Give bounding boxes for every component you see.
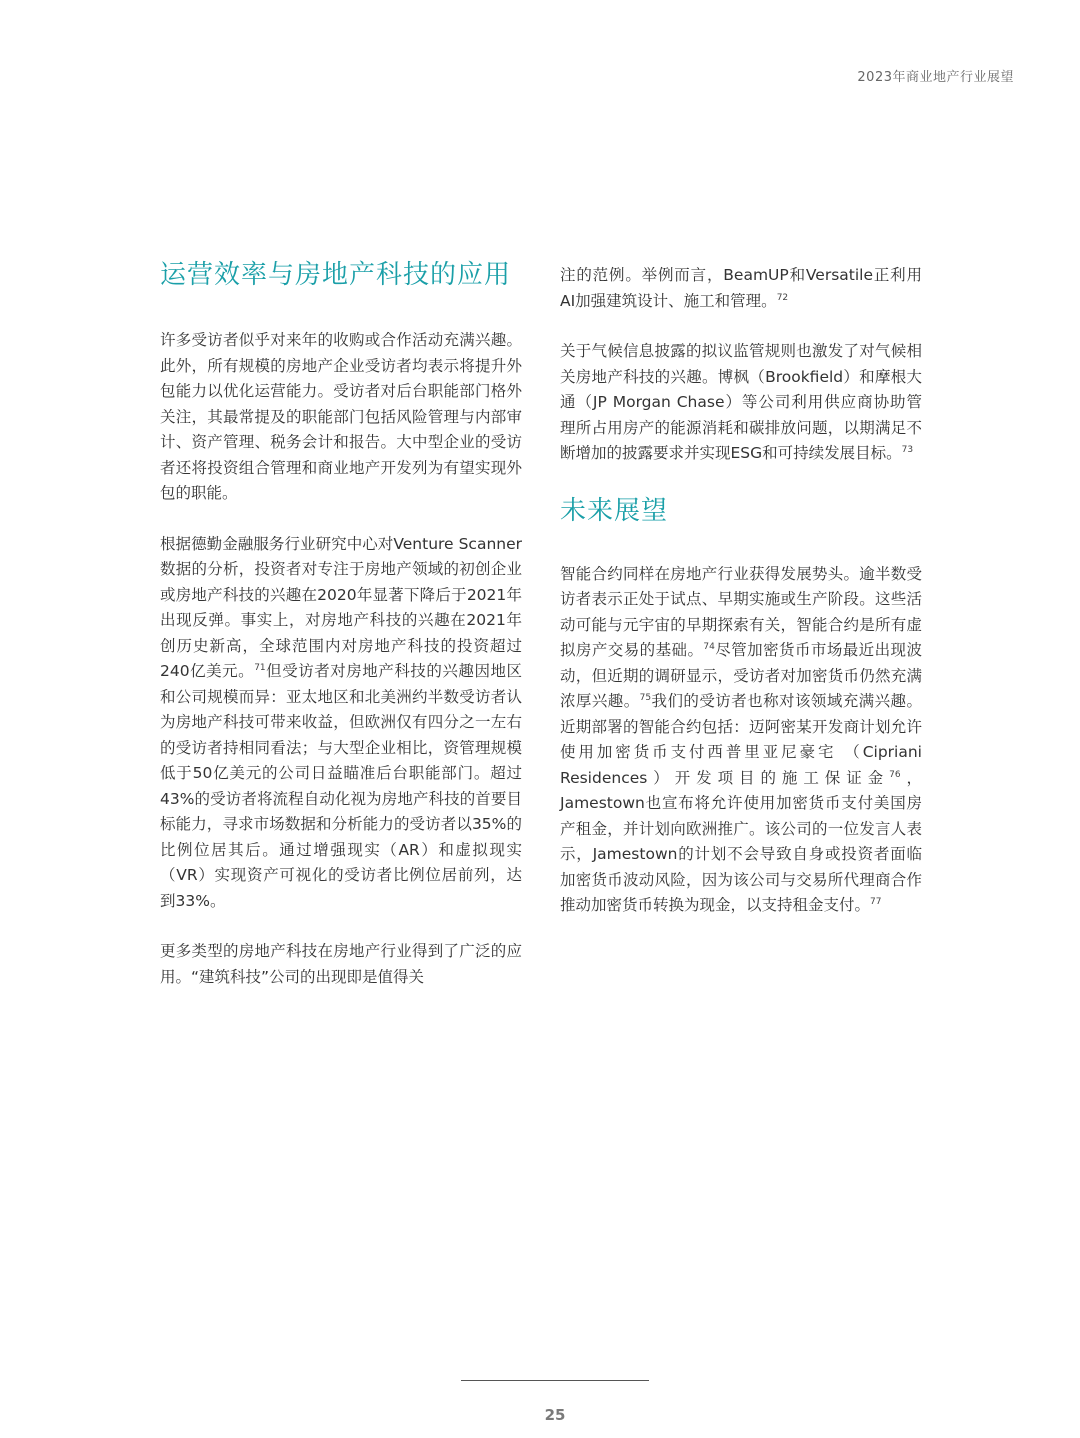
- right-paragraphs-top: [560, 263, 922, 467]
- section-heading-operations: 运营效率与房地产科技的应用: [160, 260, 512, 290]
- page-number: 25: [544, 1406, 566, 1424]
- body-paragraph: [560, 562, 922, 919]
- footnote-ref: 76: [889, 769, 901, 780]
- paragraph-text: 根据德勤金融服务行业研究中心对Venture Scanner数据的分析，投资者对专注于房地产领域的初创企业或房地产科技的兴趣在2020年显著下降后于2021年出现反弹。事实上，对房地产科技的兴趣在2021年创历史新高，全球范围内对房地产科技的投资超过240亿美元。: [160, 534, 522, 680]
- section-heading-outlook: 未来展望: [560, 495, 669, 526]
- body-paragraph: [160, 532, 522, 915]
- footnote-ref: 74: [703, 642, 715, 652]
- footnote-ref: 73: [901, 445, 914, 455]
- footnote-ref: 75: [639, 693, 652, 703]
- paragraph-text: 智能合约同样在房地产行业获得发展势头。逾半数受访者表示正处于试点、早期实施或生产阶段。这些活动可能与元宇宙的早期探索有关，智能合约是所有虚拟房产交易的基础。: [560, 564, 922, 659]
- left-paragraphs: [160, 328, 522, 990]
- right-paragraphs-bottom: [560, 562, 922, 919]
- footnote-ref: 77: [870, 897, 882, 907]
- paragraph-text: ，Jamestown也宣布将允许使用加密货币支付美国房产租金，并计划向欧洲推广。该公司的一位发言人表示，Jamestown的计划不会导致自身或投资者面临加密货币波动风险，因为该公司与交易所代理商合作推动加密货币转换为现金，以支持租金支付。: [560, 768, 922, 914]
- footnote-ref: 72: [776, 292, 789, 303]
- paragraph-text: 更多类型的房地产科技在房地产行业得到了广泛的应用。“建筑科技”公司的出现即是值得关: [160, 942, 522, 986]
- body-paragraph: [160, 328, 522, 507]
- footer-divider: [461, 1380, 649, 1381]
- body-paragraph: [560, 263, 922, 314]
- paragraph-text: 我们的受访者也称对该领域充满兴趣。近期部署的智能合约包括：迈阿密某开发商计划允许使用加密货币支付西普里亚尼豪宅 （Cipriani Residences）开发项目的施工保证金: [560, 692, 922, 787]
- footnote-ref: 71: [254, 663, 266, 673]
- paragraph-text: 但受访者对房地产科技的兴趣因地区和公司规模而异：亚太地区和北美洲约半数受访者认为房地产科技可带来收益，但欧洲仅有四分之一左右的受访者持相同看法；与大型企业相比，资管理规模低于50亿美元的公司日益瞄准后台职能部门。超过43%的受访者将流程自动化视为房地产科技的首要目标能力，寻求市场数据和分析能力的受访者以35%的比例位居其后。通过增强现实（AR）和虚拟现实（VR）实现资产可视化的受访者比例位居前列，达到33%。: [160, 662, 522, 910]
- body-paragraph: [160, 939, 522, 990]
- paragraph-text: 尽管加密货币市场最近出现波动，但近期的调研显示，受访者对加密货币仍然充满浓厚兴趣。: [560, 641, 922, 710]
- running-header: 2023年商业地产行业展望: [857, 70, 1014, 85]
- paragraph-text: 注的范例。举例而言，BeamUP和Versatile正利用AI加强建筑设计、施工和管理。: [560, 266, 922, 310]
- paragraph-text: 许多受访者似乎对来年的收购或合作活动充满兴趣。此外，所有规模的房地产企业受访者均表示将提升外包能力以优化运营能力。受访者对后台职能部门格外关注，其最常提及的职能部门包括风险管理与内部审计、资产管理、税务会计和报告。大中型企业的受访者还将投资组合管理和商业地产开发列为有望实现外包的职能。: [160, 331, 522, 502]
- paragraph-text: 关于气候信息披露的拟议监管规则也激发了对气候相关房地产科技的兴趣。博枫（Brookfield）和摩根大通（JP Morgan Chase）等公司利用供应商协助管理所占用房产的能源消耗和碳排放问题，以期满足不断增加的披露要求并实现ESG和可持续发展目标。: [560, 342, 922, 462]
- left-column: [160, 256, 522, 1015]
- right-column: [560, 263, 922, 944]
- body-paragraph: [560, 339, 922, 467]
